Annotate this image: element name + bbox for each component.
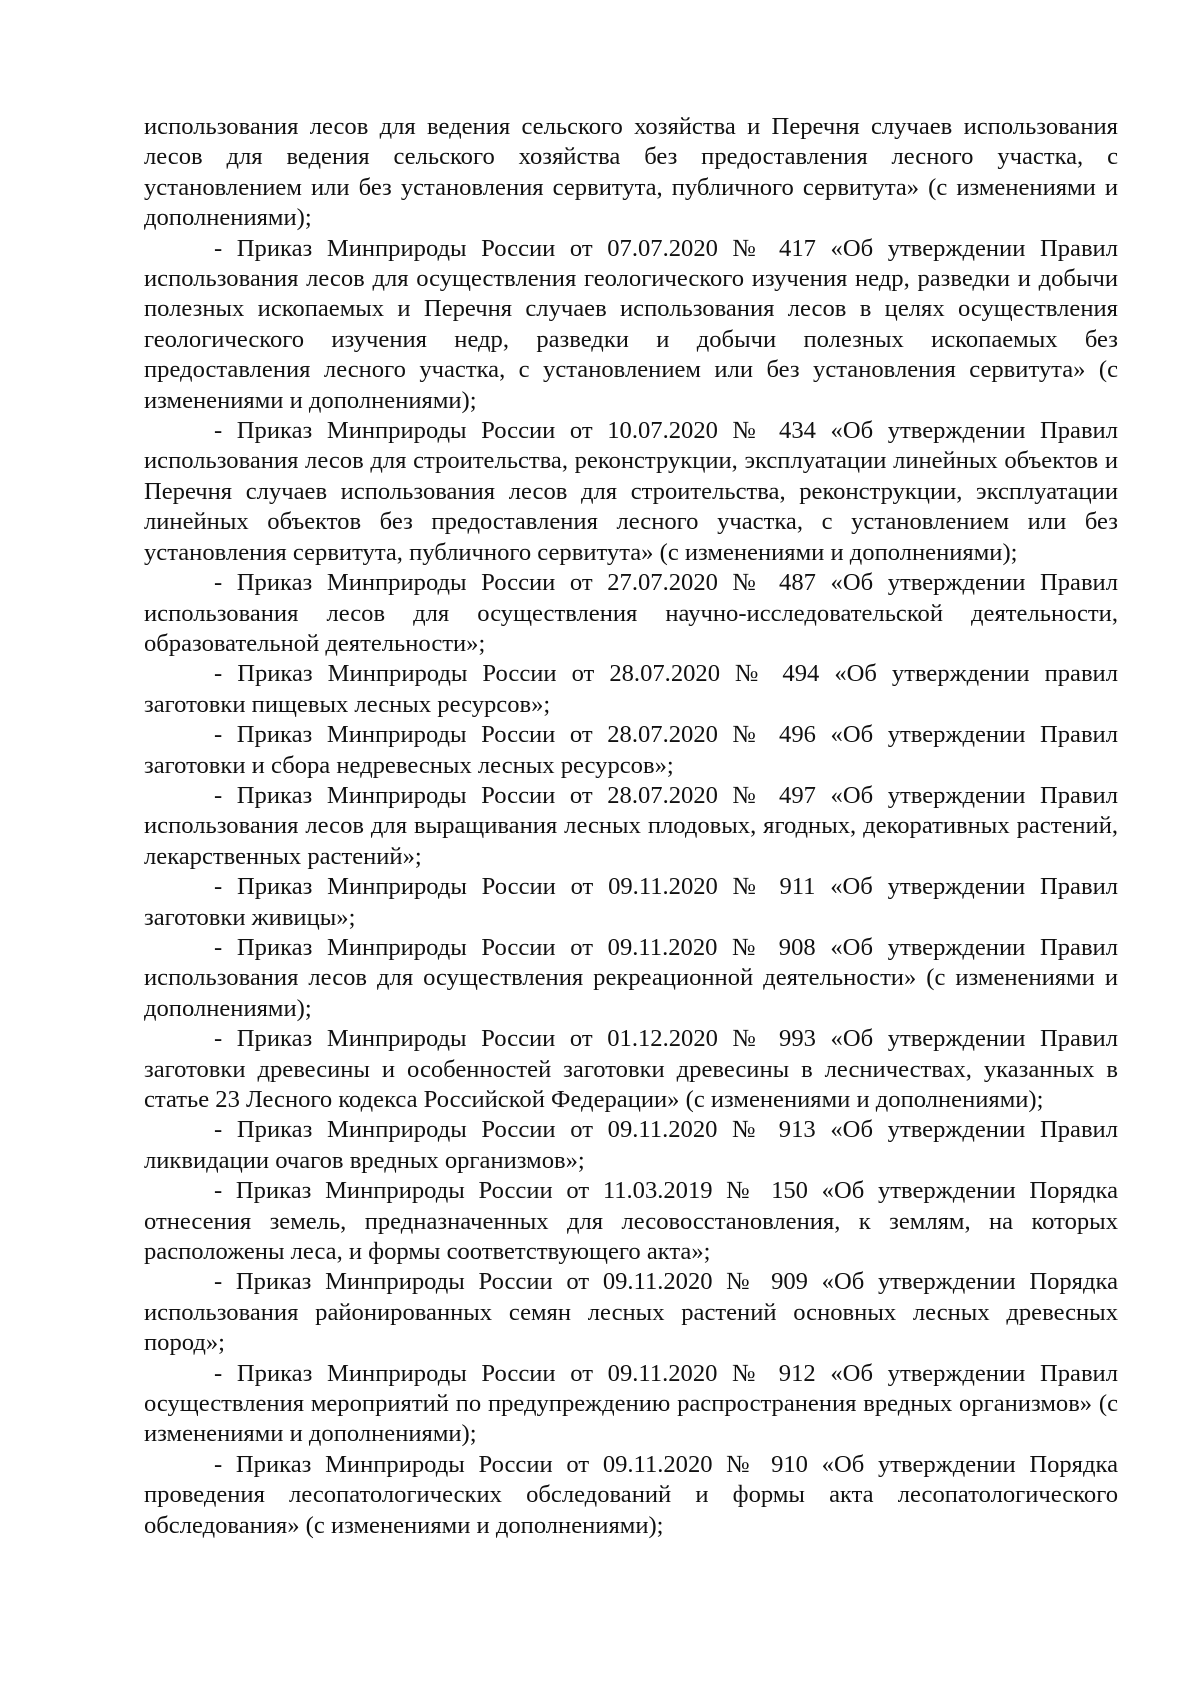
paragraph-order-496: - Приказ Минприроды России от 28.07.2020 № 496 «Об утверждении Правил заготовки и сбора недревесных лесных ресурсов»; — [144, 721, 1118, 779]
paragraph-order-497: - Приказ Минприроды России от 28.07.2020 № 497 «Об утверждении Правил использования лесов для выращивания лесных плодовых, ягодных, декоративных растений, лекарственных растений»; — [144, 781, 1118, 870]
paragraph-order-487: - Приказ Минприроды России от 27.07.2020 № 487 «Об утверждении Правил использования лесов для осуществления научно-исследовательской деятельности, образовательной деятельности»; — [144, 569, 1118, 657]
paragraph-order-913: - Приказ Минприроды России от 09.11.2020 № 913 «Об утверждении Правил ликвидации очагов вредных организмов»; — [144, 1116, 1118, 1174]
paragraph-order-417: - Приказ Минприроды России от 07.07.2020 № 417 «Об утверждении Правил использования лесов для осуществления геологического изучения недр, разведки и добычи полезных ископаемых и Перечня случаев использования лесов в целях осуществления геологического изучения недр, разведки и добычи полезных ископаемых без предоставления лесного участка, с установлением или без установления сервитута» (с изменениями и дополнениями); — [144, 234, 1118, 414]
paragraph-order-912: - Приказ Минприроды России от 09.11.2020 № 912 «Об утверждении Правил осуществления мероприятий по предупреждению распространения вредных организмов» (с изменениями и дополнениями); — [144, 1359, 1118, 1448]
paragraph-order-908: - Приказ Минприроды России от 09.11.2020 № 908 «Об утверждении Правил использования лесов для осуществления рекреационной деятельности» (с изменениями и дополнениями); — [144, 933, 1118, 1022]
paragraph-order-434: - Приказ Минприроды России от 10.07.2020 № 434 «Об утверждении Правил использования лесов для строительства, реконструкции, эксплуатации линейных объектов и Перечня случаев использования лесов для строительства, реконструкции, эксплуатации линейных объектов без предоставления лесного участка, с установлением или без установления сервитута, публичного сервитута» (с изменениями и дополнениями); — [144, 417, 1118, 566]
paragraph-order-909: - Приказ Минприроды России от 09.11.2020 № 909 «Об утверждении Порядка использования районированных семян лесных растений основных лесных древесных пород»; — [144, 1268, 1118, 1357]
document-page — [144, 112, 1118, 1541]
paragraph-order-911: - Приказ Минприроды России от 09.11.2020 № 911 «Об утверждении Правил заготовки живицы»; — [144, 873, 1118, 931]
paragraph-order-150: - Приказ Минприроды России от 11.03.2019 № 150 «Об утверждении Порядка отнесения земель, предназначенных для лесовосстановления, к землям, на которых расположены леса, и формы соответствующего акта»; — [144, 1177, 1118, 1266]
paragraph-continuation: использования лесов для ведения сельского хозяйства и Перечня случаев использования лесов для ведения сельского хозяйства без предоставления лесного участка, с установлением или без установления сервитута, публичного сервитута» (с изменениями и дополнениями); — [144, 113, 1118, 232]
paragraph-order-494: - Приказ Минприроды России от 28.07.2020 № 494 «Об утверждении правил заготовки пищевых лесных ресурсов»; — [144, 660, 1118, 718]
paragraph-order-993: - Приказ Минприроды России от 01.12.2020 № 993 «Об утверждении Правил заготовки древесины и особенностей заготовки древесины в лесничествах, указанных в статье 23 Лесного кодекса Российской Федерации» (с изменениями и дополнениями); — [144, 1025, 1118, 1113]
paragraph-order-910: - Приказ Минприроды России от 09.11.2020 № 910 «Об утверждении Порядка проведения лесопатологических обследований и формы акта лесопатологического обследования» (с изменениями и дополнениями); — [144, 1450, 1118, 1539]
